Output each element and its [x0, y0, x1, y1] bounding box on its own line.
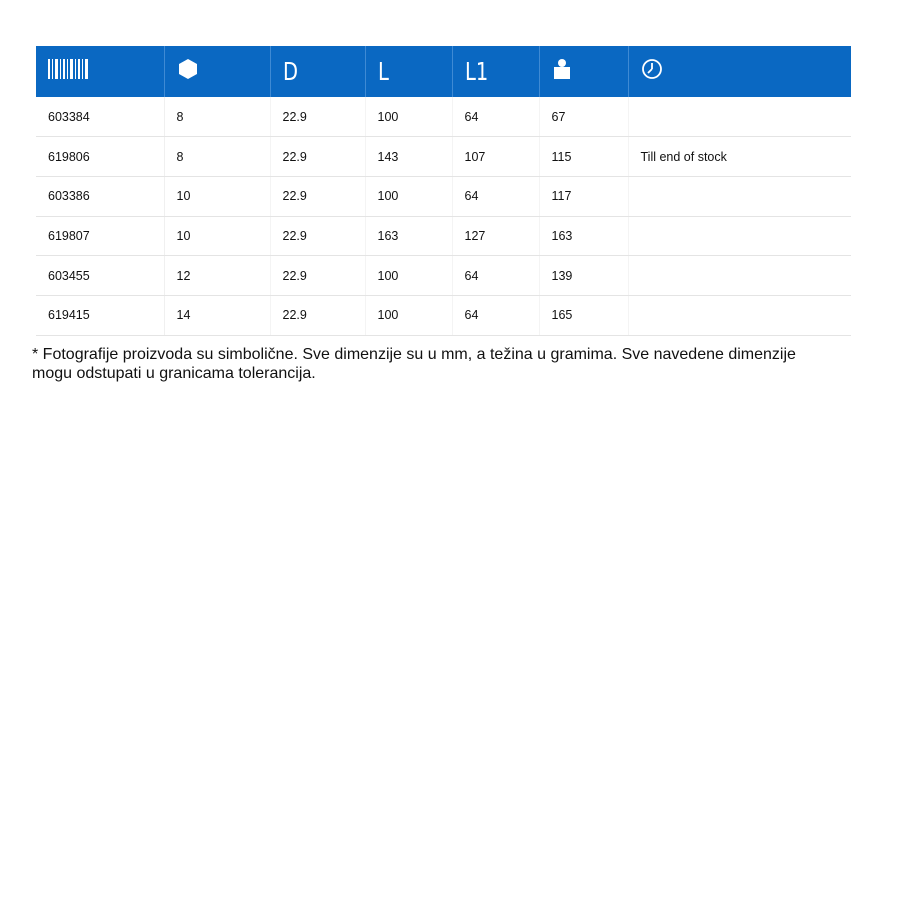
cell-article-number: 603386 [36, 176, 164, 216]
cell-weight: 117 [539, 176, 628, 216]
header-length [365, 46, 452, 97]
cell-hex-size: 12 [164, 256, 270, 296]
cell-article-number: 619806 [36, 137, 164, 177]
cell-weight: 163 [539, 216, 628, 256]
cell-availability: Till end of stock [628, 137, 851, 177]
table-row [36, 216, 851, 256]
hexagon-icon [177, 58, 199, 85]
cell-length: 163 [365, 216, 452, 256]
table-row [36, 137, 851, 177]
cell-diameter: 22.9 [270, 295, 365, 335]
cell-hex-size: 14 [164, 295, 270, 335]
cell-diameter: 22.9 [270, 216, 365, 256]
footnote-disclaimer: * Fotografije proizvoda su simbolične. Sve dimenzije su u mm, a težina u gramima. Sve navedene dimenzije mogu odstupati u granicama tolerancija. [32, 346, 796, 382]
cell-weight: 115 [539, 137, 628, 177]
table-row [36, 295, 851, 335]
cell-availability [628, 256, 851, 296]
cell-diameter: 22.9 [270, 137, 365, 177]
table-row [36, 97, 851, 137]
cell-hex-size: 8 [164, 97, 270, 137]
cell-diameter: 22.9 [270, 176, 365, 216]
cell-hex-size: 10 [164, 216, 270, 256]
cell-length: 143 [365, 137, 452, 177]
header-diameter [270, 46, 365, 97]
table-row [36, 256, 851, 296]
cell-weight: 139 [539, 256, 628, 296]
cell-article-number: 619415 [36, 295, 164, 335]
weight-icon [552, 58, 572, 85]
cell-length: 100 [365, 256, 452, 296]
cell-hex-size: 8 [164, 137, 270, 177]
cell-length-l1: 64 [452, 295, 539, 335]
header-article-number [36, 46, 164, 97]
table-row [36, 176, 851, 216]
header-diameter-label: D [282, 56, 298, 86]
cell-length-l1: 127 [452, 216, 539, 256]
barcode-icon [48, 59, 88, 84]
header-length-l1-label: L1 [464, 56, 488, 86]
cell-weight: 165 [539, 295, 628, 335]
cell-diameter: 22.9 [270, 256, 365, 296]
header-length-label: L [377, 56, 389, 86]
cell-availability [628, 216, 851, 256]
header-weight [539, 46, 628, 97]
cell-length-l1: 64 [452, 97, 539, 137]
cell-diameter: 22.9 [270, 97, 365, 137]
header-availability [628, 46, 851, 97]
clock-icon [641, 58, 663, 85]
cell-length-l1: 107 [452, 137, 539, 177]
cell-availability [628, 176, 851, 216]
cell-availability [628, 97, 851, 137]
cell-weight: 67 [539, 97, 628, 137]
cell-length: 100 [365, 176, 452, 216]
header-length-l1 [452, 46, 539, 97]
cell-article-number: 603384 [36, 97, 164, 137]
cell-article-number: 603455 [36, 256, 164, 296]
cell-length: 100 [365, 97, 452, 137]
product-spec-table [36, 46, 851, 336]
table-header-row [36, 46, 851, 97]
cell-hex-size: 10 [164, 176, 270, 216]
cell-availability [628, 295, 851, 335]
cell-article-number: 619807 [36, 216, 164, 256]
cell-length: 100 [365, 295, 452, 335]
cell-length-l1: 64 [452, 256, 539, 296]
cell-length-l1: 64 [452, 176, 539, 216]
header-hex-size [164, 46, 270, 97]
